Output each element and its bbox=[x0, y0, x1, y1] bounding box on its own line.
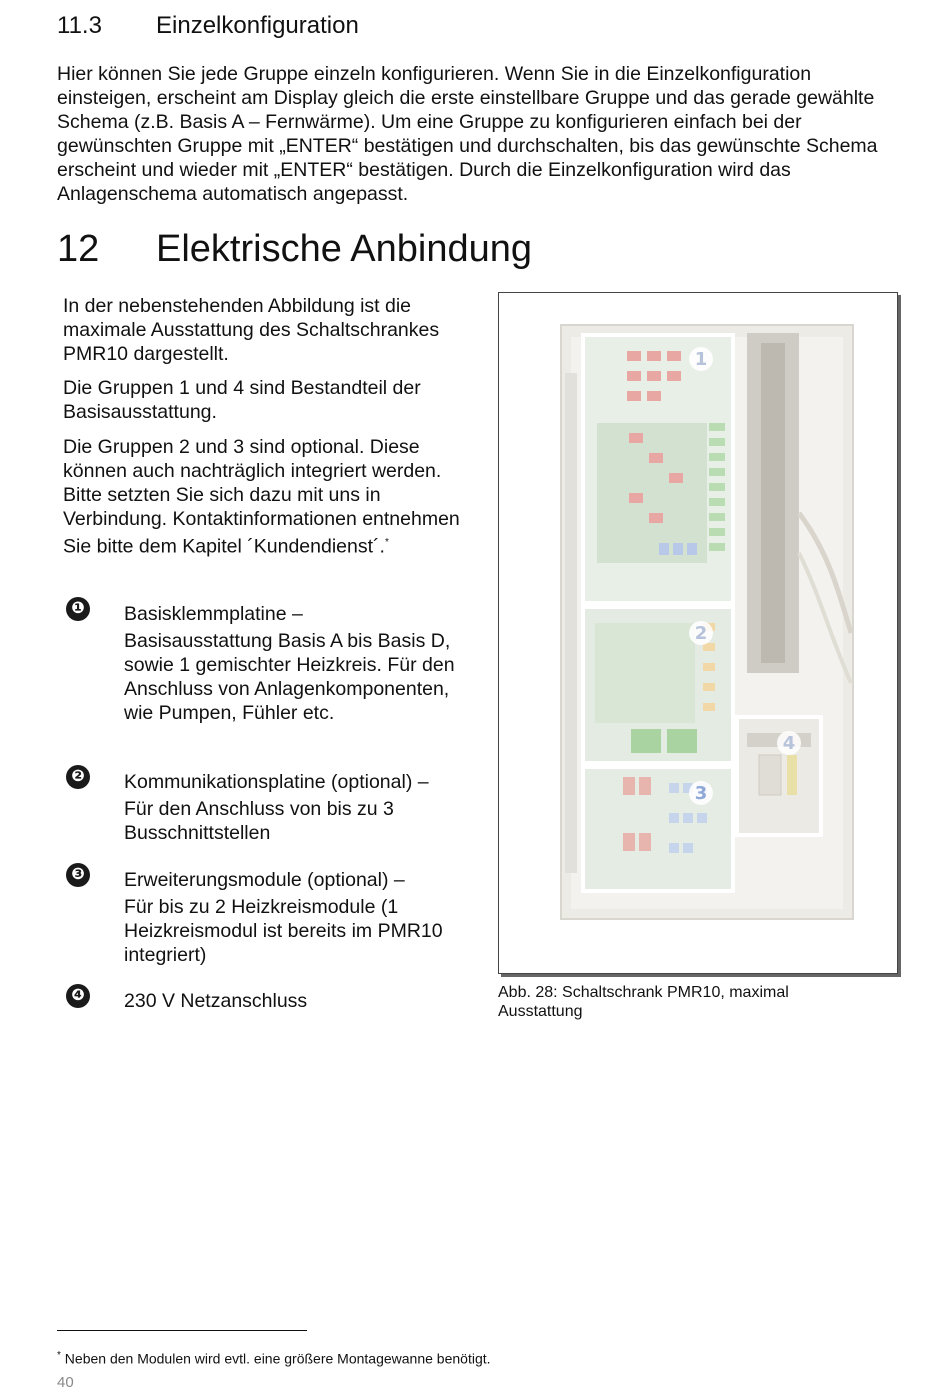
switch-cabinet-image bbox=[499, 293, 897, 973]
footnote-marker: * bbox=[57, 1350, 61, 1361]
number-1-icon: ❶ bbox=[66, 597, 90, 621]
figure-frame bbox=[498, 292, 898, 974]
paragraph-2: Die Gruppen 1 und 4 sind Bestandteil der Basisausstattung. bbox=[63, 377, 421, 423]
page-number: 40 bbox=[57, 1374, 74, 1391]
item-3-text: Für bis zu 2 Heizkreismodule (1 Heizkreismodul ist bereits im PMR10 integriert) bbox=[124, 896, 443, 966]
figure-label-2: 2 bbox=[694, 623, 708, 644]
footnote-ref: * bbox=[384, 537, 389, 548]
item-3 bbox=[124, 868, 469, 967]
item-2 bbox=[124, 770, 469, 845]
item-2-title: Kommunikationsplatine (optional) – bbox=[124, 771, 429, 793]
item-1-text: Basisausstattung Basis A bis Basis D, sowie 1 gemischter Heizkreis. Für den Anschluss von Anlagenkomponenten, wie Pumpen, Fühler etc. bbox=[124, 630, 455, 724]
figure-label-1: 1 bbox=[694, 349, 708, 370]
item-4-title: 230 V Netzanschluss bbox=[124, 990, 308, 1012]
item-4 bbox=[124, 989, 469, 1013]
paragraph-3 bbox=[63, 435, 483, 559]
figure-caption: Abb. 28: Schaltschrank PMR10, maximal Ausstattung bbox=[498, 984, 789, 1020]
chapter-title: Elektrische Anbindung bbox=[156, 228, 533, 270]
footnote-text: Neben den Modulen wird evtl. eine größere Montagewanne benötigt. bbox=[64, 1350, 491, 1367]
figure-label-4: 4 bbox=[782, 733, 796, 754]
figure-label-3: 3 bbox=[694, 783, 708, 804]
footnote bbox=[57, 1350, 491, 1367]
intro-paragraph: Hier können Sie jede Gruppe einzeln konfigurieren. Wenn Sie in die Einzelkonfiguration einsteigen, erscheint am Display gleich die erste einstellbare Gruppe und das gerade gewählte Schema (z.B. Basis A – Fernwärme). Um eine Gruppe zu konfigurieren einfach bei der gewünschten Gruppe mit „ENTER“ bestätigen und durchschalten, bis das gewünschte Schema erscheint und wieder mit „ENTER“ bestätigen. Durch die Einzelkonfiguration wird das Anlagenschema automatisch angepasst. bbox=[57, 63, 878, 205]
item-1-title: Basisklemmplatine – bbox=[124, 603, 303, 625]
number-4-icon: ❹ bbox=[66, 984, 90, 1008]
item-3-title: Erweiterungsmodule (optional) – bbox=[124, 869, 405, 891]
item-2-text: Für den Anschluss von bis zu 3 Busschnittstellen bbox=[124, 798, 394, 844]
section-number: 11.3 bbox=[57, 12, 102, 39]
section-title: Einzelkonfiguration bbox=[156, 12, 359, 39]
paragraph-1: In der nebenstehenden Abbildung ist die maximale Ausstattung des Schaltschrankes PMR10 dargestellt. bbox=[63, 295, 440, 365]
chapter-number: 12 bbox=[57, 228, 100, 270]
item-1 bbox=[124, 602, 469, 725]
footnote-divider bbox=[57, 1330, 307, 1331]
paragraph-3-text: Die Gruppen 2 und 3 sind optional. Diese können auch nachträglich integriert werden. Bitte setzten Sie sich dazu mit uns in Verbindung. Kontaktinformationen entnehmen Sie bitte dem Kapitel ´Kundendienst´. bbox=[63, 436, 460, 558]
number-2-icon: ❷ bbox=[66, 765, 90, 789]
number-3-icon: ❸ bbox=[66, 863, 90, 887]
